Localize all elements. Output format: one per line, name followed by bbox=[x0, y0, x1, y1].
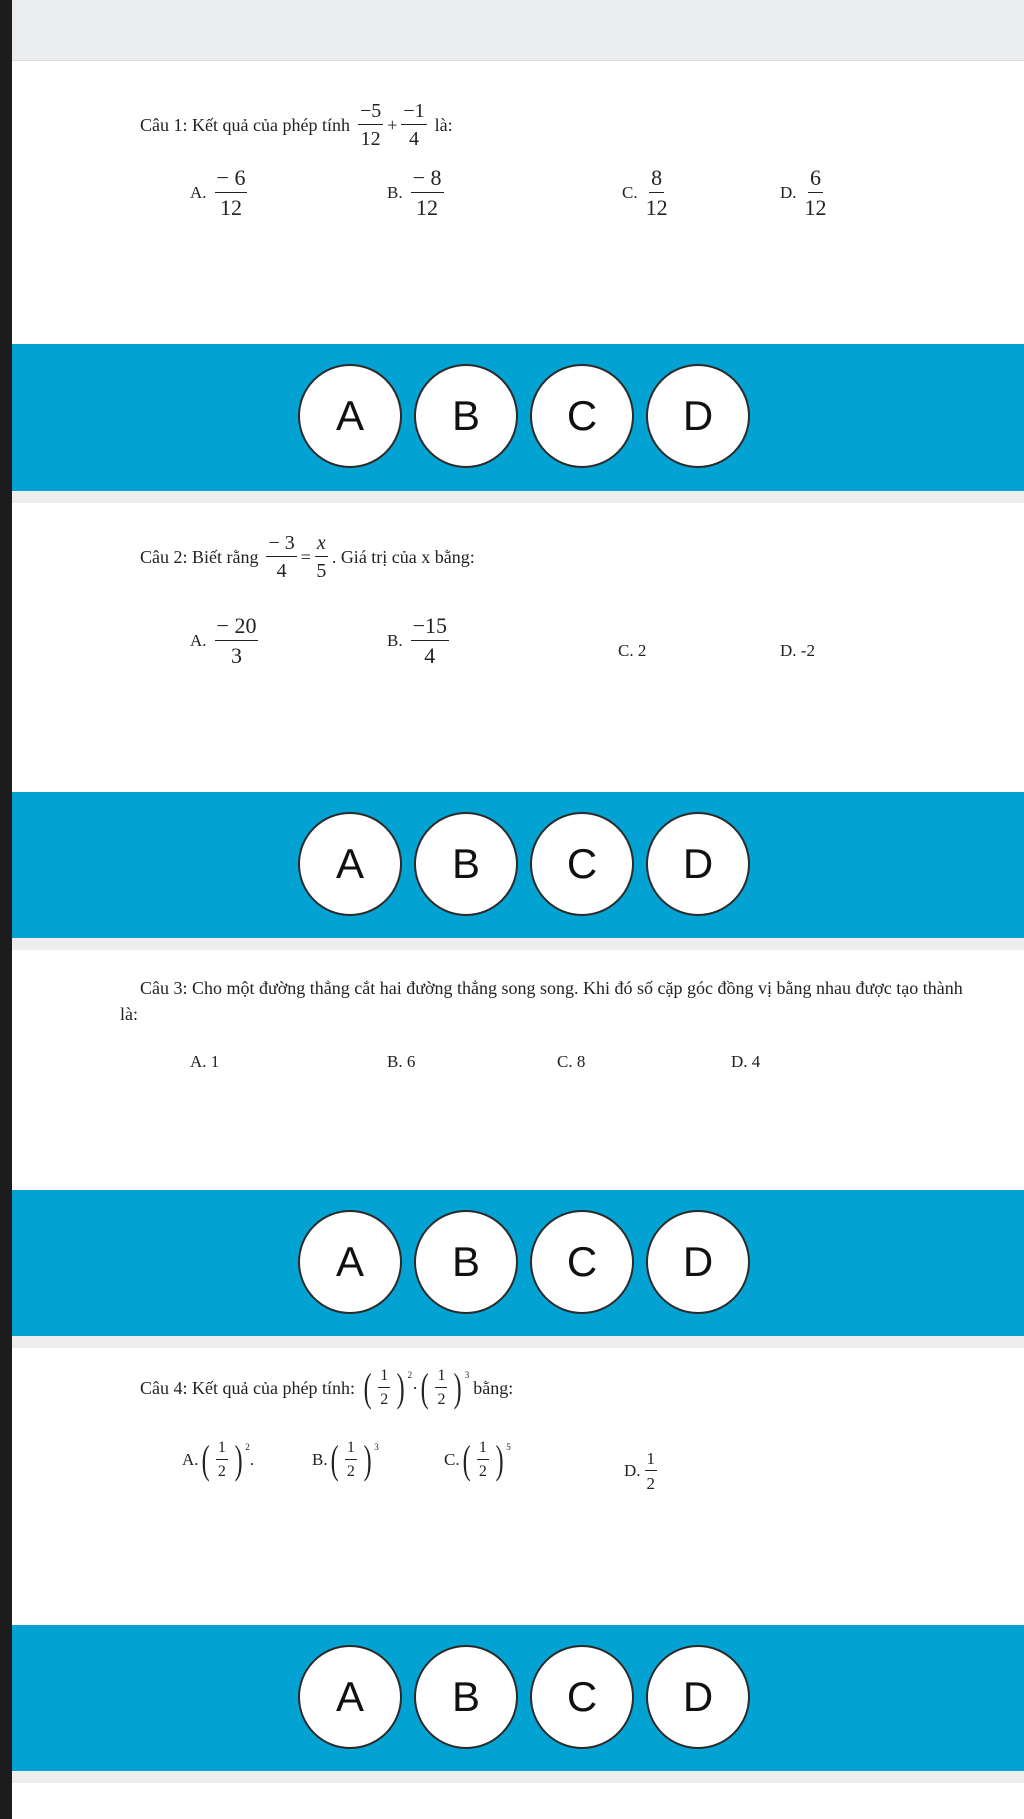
question-2-suffix: . Giá trị của x bằng: bbox=[331, 546, 475, 567]
question-4-power-2: ( $\frac{1}{2}$ ) 3 bbox=[420, 1365, 470, 1410]
answer-button-c[interactable]: C bbox=[530, 1210, 634, 1314]
option-fraction bbox=[215, 167, 248, 219]
question-4-option-b bbox=[312, 1437, 379, 1482]
answer-button-b[interactable]: B bbox=[414, 1210, 518, 1314]
fraction-numerator: − 20 bbox=[215, 615, 259, 641]
fraction-denominator: 12 bbox=[360, 128, 381, 150]
fraction-numerator: 6 bbox=[808, 167, 823, 193]
fraction-numerator: −15 bbox=[411, 615, 449, 641]
answer-button-d[interactable]: D bbox=[646, 1645, 750, 1749]
option-power: ( $\frac{1}{2}$ ) 5 bbox=[462, 1437, 511, 1482]
operator: = bbox=[300, 546, 311, 567]
option-tail: . bbox=[249, 1450, 254, 1469]
question-4-option-d bbox=[624, 1450, 661, 1492]
fraction-numerator: 8 bbox=[649, 167, 664, 193]
option-label: B. bbox=[387, 183, 403, 202]
exponent: 3 bbox=[464, 1370, 470, 1380]
option-fraction bbox=[646, 167, 668, 219]
question-2-option-a bbox=[190, 615, 262, 667]
option-label: A. bbox=[182, 1450, 199, 1469]
answer-button-b[interactable]: B bbox=[414, 812, 518, 916]
fraction-numerator: 1 bbox=[645, 1450, 658, 1471]
option-label: C. 8 bbox=[557, 1052, 586, 1071]
top-bar bbox=[12, 0, 1024, 61]
question-1-text bbox=[140, 101, 453, 149]
fraction-numerator: −5 bbox=[358, 101, 383, 125]
power-fraction bbox=[435, 1368, 447, 1408]
fraction-numerator: − 8 bbox=[411, 167, 444, 193]
question-3-option-b bbox=[387, 1052, 415, 1072]
question-4-power-1: ( $\frac{1}{2}$ ) 2 bbox=[363, 1365, 413, 1410]
answer-button-d[interactable]: D bbox=[646, 812, 750, 916]
option-fraction bbox=[411, 615, 449, 667]
fraction-denominator: 12 bbox=[804, 195, 827, 220]
fraction-denominator: 4 bbox=[409, 128, 420, 150]
option-power: ( $\frac{1}{2}$ ) 2 bbox=[201, 1437, 250, 1482]
question-2-fraction-1 bbox=[266, 533, 296, 581]
exponent: 2 bbox=[245, 1442, 250, 1452]
question-3-option-c bbox=[557, 1052, 585, 1072]
fraction-numerator: − 6 bbox=[215, 167, 248, 193]
question-2-fraction-2 bbox=[315, 533, 328, 581]
question-2-option-b bbox=[387, 615, 453, 667]
answer-band-2 bbox=[12, 792, 1024, 950]
answer-button-d[interactable]: D bbox=[646, 364, 750, 468]
operator: + bbox=[387, 114, 398, 135]
question-2-option-d bbox=[780, 641, 815, 661]
option-label: B. bbox=[312, 1450, 328, 1469]
fraction-denominator: 2 bbox=[478, 1463, 487, 1480]
question-1-suffix: là: bbox=[434, 114, 453, 135]
fraction-denominator: 2 bbox=[437, 1391, 446, 1408]
question-2-prefix: Câu 2: Biết rằng bbox=[140, 546, 259, 567]
fraction-denominator: 2 bbox=[346, 1463, 355, 1480]
question-4-option-a bbox=[182, 1437, 254, 1482]
fraction-numerator: 1 bbox=[345, 1440, 357, 1460]
fraction-numerator: 1 bbox=[435, 1368, 447, 1388]
fraction-numerator: − 3 bbox=[266, 533, 296, 557]
option-label: D. bbox=[780, 183, 797, 202]
question-1-prefix: Câu 1: Kết quả của phép tính bbox=[140, 114, 350, 135]
multiply-dot: · bbox=[412, 1377, 419, 1398]
fraction-numerator: −1 bbox=[401, 101, 426, 125]
option-fraction bbox=[411, 167, 444, 219]
answer-band-4 bbox=[12, 1625, 1024, 1783]
answer-button-a[interactable]: A bbox=[298, 364, 402, 468]
question-4-option-c bbox=[444, 1437, 511, 1482]
fraction-numerator: 1 bbox=[216, 1440, 228, 1460]
option-label: D. -2 bbox=[780, 641, 815, 660]
question-1-option-d bbox=[780, 167, 831, 219]
question-3-text: Câu 3: Cho một đường thẳng cắt hai đường thẳng song song. Khi đó số cặp góc đồng vị bằng nhau được tạo thành là: bbox=[120, 978, 963, 1024]
question-3-option-a bbox=[190, 1052, 219, 1072]
question-1-fraction-1 bbox=[358, 101, 383, 149]
question-4-prefix: Câu 4: Kết quả của phép tính: bbox=[140, 1377, 355, 1398]
option-label: A. 1 bbox=[190, 1052, 220, 1071]
question-1-card bbox=[12, 61, 1024, 344]
question-3-option-d bbox=[731, 1052, 760, 1072]
fraction-denominator: 4 bbox=[424, 643, 436, 668]
answer-button-b[interactable]: B bbox=[414, 364, 518, 468]
fraction-denominator: 2 bbox=[217, 1463, 226, 1480]
question-1-option-a bbox=[190, 167, 251, 219]
option-label: D. bbox=[624, 1461, 641, 1480]
left-edge bbox=[0, 0, 12, 1819]
question-1-option-b bbox=[387, 167, 448, 219]
answer-button-c[interactable]: C bbox=[530, 364, 634, 468]
option-label: B. bbox=[387, 631, 403, 650]
fraction-denominator: 4 bbox=[276, 560, 287, 582]
question-2-card bbox=[12, 503, 1024, 792]
answer-button-b[interactable]: B bbox=[414, 1645, 518, 1749]
answer-button-c[interactable]: C bbox=[530, 1645, 634, 1749]
option-power: ( $\frac{1}{2}$ ) 3 bbox=[330, 1437, 379, 1482]
exponent: 3 bbox=[374, 1442, 379, 1452]
exponent: 2 bbox=[407, 1370, 413, 1380]
fraction-numerator: 1 bbox=[477, 1440, 489, 1460]
fraction-denominator: 2 bbox=[646, 1474, 656, 1493]
option-label: C. bbox=[622, 183, 638, 202]
option-fraction bbox=[215, 615, 259, 667]
fraction-numerator: x bbox=[315, 533, 328, 557]
question-4-suffix: bằng: bbox=[473, 1377, 514, 1398]
power-fraction bbox=[378, 1368, 390, 1408]
option-label: B. 6 bbox=[387, 1052, 416, 1071]
question-3-card bbox=[12, 950, 1024, 1190]
option-label: C. bbox=[444, 1450, 460, 1469]
question-4-text bbox=[140, 1365, 514, 1410]
fraction-numerator: 1 bbox=[378, 1368, 390, 1388]
question-1-fraction-2 bbox=[401, 101, 426, 149]
fraction-denominator: 12 bbox=[416, 195, 439, 220]
answer-button-a[interactable]: A bbox=[298, 1210, 402, 1314]
question-4-card bbox=[12, 1348, 1024, 1625]
question-2-text bbox=[140, 533, 475, 581]
option-label: A. bbox=[190, 631, 207, 650]
option-label: D. 4 bbox=[731, 1052, 761, 1071]
exponent: 5 bbox=[506, 1442, 511, 1452]
power-fraction bbox=[345, 1440, 357, 1480]
answer-button-d[interactable]: D bbox=[646, 1210, 750, 1314]
fraction-denominator: 5 bbox=[316, 560, 327, 582]
fraction-denominator: 2 bbox=[380, 1391, 389, 1408]
option-label: A. bbox=[190, 183, 207, 202]
answer-button-c[interactable]: C bbox=[530, 812, 634, 916]
option-fraction bbox=[805, 167, 827, 219]
question-1-option-c bbox=[622, 167, 672, 219]
option-fraction bbox=[645, 1450, 658, 1492]
answer-band-3 bbox=[12, 1190, 1024, 1348]
option-label: C. 2 bbox=[618, 641, 647, 660]
power-fraction bbox=[216, 1440, 228, 1480]
answer-band-1 bbox=[12, 344, 1024, 503]
answer-button-a[interactable]: A bbox=[298, 812, 402, 916]
fraction-denominator: 3 bbox=[230, 643, 242, 668]
fraction-denominator: 12 bbox=[645, 195, 668, 220]
answer-button-a[interactable]: A bbox=[298, 1645, 402, 1749]
fraction-denominator: 12 bbox=[219, 195, 242, 220]
question-2-option-c bbox=[618, 641, 646, 661]
power-fraction bbox=[477, 1440, 489, 1480]
